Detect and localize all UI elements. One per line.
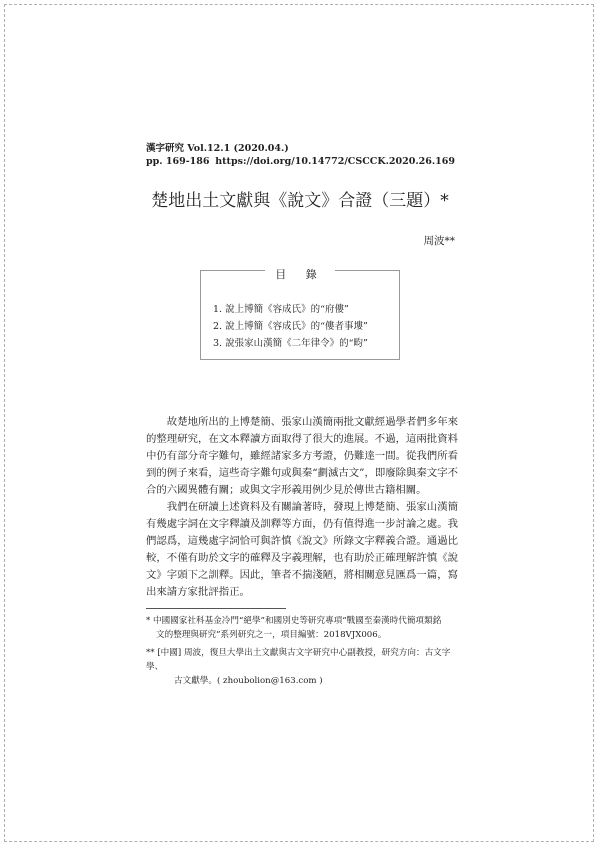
toc-heading: 目 錄 [265, 268, 335, 281]
body-paragraph: 故楚地所出的上博楚簡、張家山漢簡兩批文獻經過學者們多年來的整理研究，在文本釋讀方面取得了很大的進展。不過，這兩批資料中仍有部分奇字難句，雖經諸家多方考證，仍難達一間。從我們所看到的例子來看，這些奇字難句或與秦“劃滅古文”，即廢除與秦文字不合的六國異體有關；或與文字形義用例少見於傳世古籍相關。 [146, 416, 458, 496]
footnote-1 [146, 614, 458, 642]
body-paragraph: 我們在研讀上述資料及有關論著時，發現上博楚簡、張家山漢簡有幾處字詞在文字釋讀及訓釋等方面，仍有值得進一步討論之處。我們認爲，這幾處字詞恰可與許慎《說文》所錄文字釋義合證。通過比較，不僅有助於文字的確釋及字義理解，也有助於正確理解許慎《說文》字頭下之訓釋。因此，筆者不揣淺陋，將相關意見匯爲一篇，寫出來請方家批評指正。 [146, 501, 458, 598]
article-body [146, 414, 458, 601]
footnote-2 [146, 646, 458, 688]
author-name: 周波** [423, 235, 455, 247]
toc-item[interactable]: 2. 說上博簡《容成氏》的“僂者事塿” [213, 321, 368, 332]
article-title: 楚地出土文獻與《說文》合證（三題）* [151, 191, 449, 211]
table-of-contents [200, 270, 400, 360]
page-range: pp. 169-186 [146, 156, 210, 167]
doi-link[interactable]: https://doi.org/10.14772/CSCCK.2020.26.169 [215, 156, 455, 167]
journal-header: 漢字研究 Vol.12.1 (2020.04.) [146, 143, 289, 154]
toc-item[interactable]: 3. 說張家山漢簡《二年律令》的“畇” [213, 338, 368, 349]
toc-item[interactable]: 1. 說上博簡《容成氏》的“府僂” [213, 304, 349, 315]
footnote-2-line-2: 古文獻學。( zhoubolion@163.com ) [174, 676, 323, 686]
toc-heading-wrap [201, 263, 399, 282]
footnote-2-line-1: ** [中國] 周波，復旦大學出土文獻與古文字研究中心副教授，研究方向：古文字學、 [146, 648, 451, 672]
footnote-divider [146, 608, 286, 609]
footnote-1-line-2: 文的整理與研究”系列研究之一，項目編號：2018VJX006。 [156, 630, 387, 640]
footnote-1-line-1: * 中國國家社科基金冷門“絕學”和國別史等研究專項“戰國至秦漢時代簡項類銘 [146, 616, 442, 626]
toc-list [213, 301, 368, 352]
